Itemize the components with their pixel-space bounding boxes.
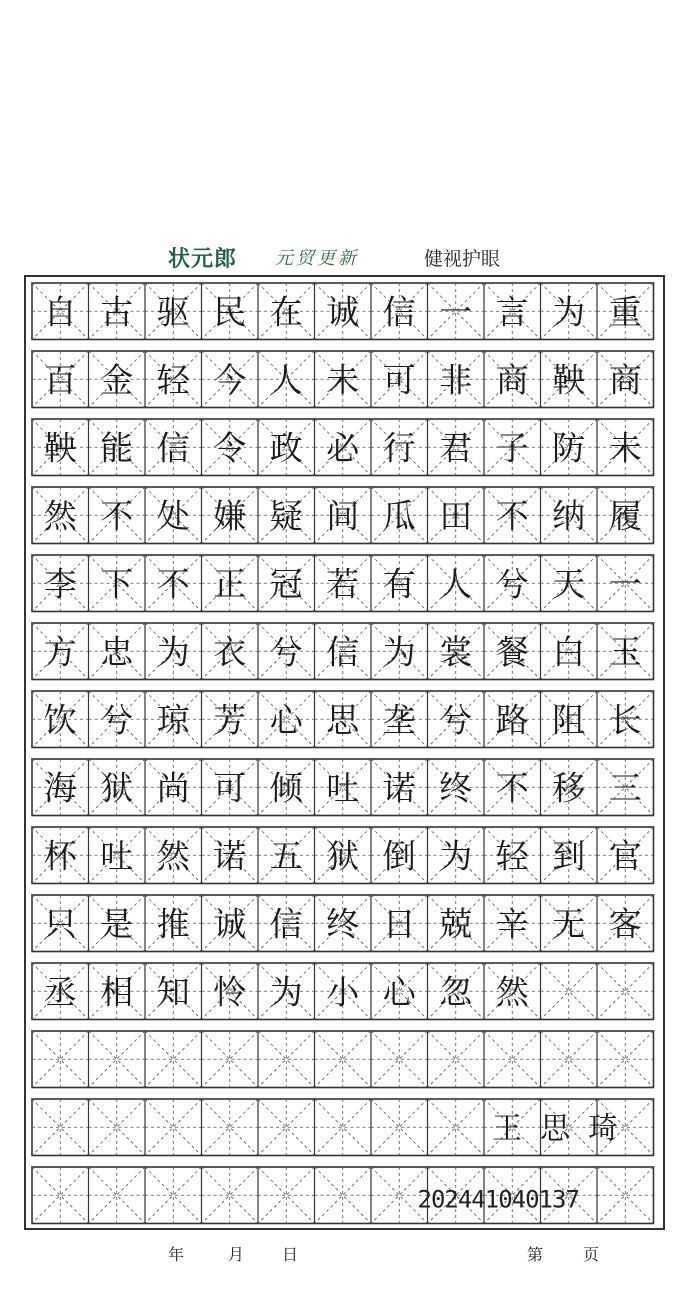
grid-cell bbox=[371, 283, 428, 340]
grid-cell bbox=[202, 1167, 259, 1224]
handwritten-character: 怜 bbox=[213, 972, 247, 1012]
handwritten-character: 衣 bbox=[213, 632, 247, 672]
handwritten-character: 人 bbox=[269, 360, 303, 400]
grid-cell bbox=[258, 759, 315, 816]
grid-cell bbox=[428, 351, 485, 408]
grid-cell bbox=[258, 283, 315, 340]
grid-cell bbox=[315, 759, 372, 816]
paper-header bbox=[0, 240, 699, 274]
handwritten-character: 人 bbox=[439, 564, 473, 604]
grid-row bbox=[32, 759, 654, 816]
handwritten-character: 嫌 bbox=[213, 496, 247, 536]
footer-page-prefix: 第 bbox=[527, 1245, 544, 1264]
grid-row bbox=[32, 555, 654, 612]
grid-cell bbox=[315, 827, 372, 884]
handwritten-character: 然 bbox=[156, 836, 190, 876]
handwritten-character: 言 bbox=[495, 292, 529, 332]
handwritten-character: 民 bbox=[213, 292, 247, 332]
grid-cell bbox=[202, 691, 259, 748]
handwritten-character: 商 bbox=[495, 360, 529, 400]
grid-cell bbox=[428, 1031, 485, 1088]
handwritten-character: 移 bbox=[552, 768, 586, 808]
grid-cell bbox=[541, 759, 598, 816]
handwritten-character: 纳 bbox=[552, 496, 586, 536]
grid-cell bbox=[258, 487, 315, 544]
brand-subtitle: 元贸更新 bbox=[275, 248, 359, 269]
handwritten-character: 芳 bbox=[213, 700, 247, 740]
footer-year: 年 bbox=[168, 1245, 185, 1264]
grid-cell bbox=[484, 419, 541, 476]
handwritten-character: 信 bbox=[269, 904, 303, 944]
handwritten-character: 诺 bbox=[213, 836, 247, 876]
grid-cell bbox=[597, 1167, 654, 1224]
grid-cell bbox=[315, 555, 372, 612]
handwritten-character: 一 bbox=[608, 564, 642, 604]
grid-cell bbox=[202, 759, 259, 816]
grid-cell bbox=[541, 419, 598, 476]
handwritten-character: 金 bbox=[100, 360, 134, 400]
handwritten-character: 轻 bbox=[495, 836, 529, 876]
handwritten-character: 商 bbox=[608, 360, 642, 400]
grid-cell bbox=[145, 827, 202, 884]
handwritten-character: 小 bbox=[326, 972, 360, 1012]
handwritten-character: 为 bbox=[439, 836, 473, 876]
grid-cell bbox=[315, 1031, 372, 1088]
grid-cell bbox=[32, 895, 89, 952]
handwritten-character: 信 bbox=[326, 632, 360, 672]
grid-cell bbox=[428, 283, 485, 340]
grid-cell bbox=[597, 963, 654, 1020]
handwritten-character: 若 bbox=[326, 564, 360, 604]
grid-cell bbox=[258, 555, 315, 612]
grid-cell bbox=[484, 555, 541, 612]
handwritten-character: 未 bbox=[326, 360, 360, 400]
grid-cell bbox=[541, 351, 598, 408]
handwritten-character: 轻 bbox=[156, 360, 190, 400]
grid-cell bbox=[597, 827, 654, 884]
handwritten-character: 到 bbox=[552, 836, 586, 876]
grid-cell bbox=[541, 623, 598, 680]
grid-cell bbox=[32, 963, 89, 1020]
handwritten-character: 狱 bbox=[100, 768, 134, 808]
grid-svg bbox=[26, 277, 663, 1228]
handwritten-character: 倒 bbox=[382, 836, 416, 876]
grid-cell bbox=[89, 963, 146, 1020]
date-stamp: 202441040137 bbox=[417, 1185, 579, 1214]
grid-cell bbox=[202, 895, 259, 952]
handwritten-character: 李 bbox=[43, 564, 77, 604]
handwritten-character: 然 bbox=[43, 496, 77, 536]
handwritten-character: 天 bbox=[552, 564, 586, 604]
brand-logo: 状元郎 bbox=[168, 246, 238, 272]
handwritten-character: 冠 bbox=[269, 564, 303, 604]
grid-cell bbox=[597, 351, 654, 408]
handwritten-character: 必 bbox=[326, 428, 360, 468]
handwritten-character: 路 bbox=[495, 700, 529, 740]
header-title: 健视护眼 bbox=[424, 248, 501, 270]
handwritten-character: 诚 bbox=[326, 292, 360, 332]
handwritten-character: 忽 bbox=[439, 972, 473, 1012]
grid-cell bbox=[202, 963, 259, 1020]
handwritten-character: 不 bbox=[156, 564, 190, 604]
grid-cell bbox=[428, 759, 485, 816]
grid-cell bbox=[32, 351, 89, 408]
grid-row bbox=[32, 419, 654, 476]
handwritten-character: 今 bbox=[213, 360, 247, 400]
grid-cell bbox=[315, 419, 372, 476]
grid-cell bbox=[202, 487, 259, 544]
grid-cell bbox=[541, 283, 598, 340]
grid-cell bbox=[202, 283, 259, 340]
grid-cell bbox=[258, 691, 315, 748]
grid-cell bbox=[371, 351, 428, 408]
handwritten-character: 君 bbox=[439, 428, 473, 468]
handwritten-character: 防 bbox=[552, 428, 586, 468]
grid-cell bbox=[202, 623, 259, 680]
grid-cell bbox=[371, 963, 428, 1020]
handwritten-character: 垄 bbox=[382, 700, 416, 740]
handwritten-character: 处 bbox=[156, 496, 190, 536]
handwritten-character: 倾 bbox=[269, 768, 303, 808]
handwritten-character: 杯 bbox=[43, 836, 77, 876]
grid-cell bbox=[32, 1099, 89, 1156]
grid-cell bbox=[541, 1031, 598, 1088]
grid-cell bbox=[89, 555, 146, 612]
grid-cell bbox=[428, 827, 485, 884]
grid-cell bbox=[145, 555, 202, 612]
grid-cell bbox=[597, 555, 654, 612]
handwritten-character: 丞 bbox=[43, 972, 77, 1012]
grid-cell bbox=[315, 487, 372, 544]
grid-cell bbox=[89, 1031, 146, 1088]
grid-cell bbox=[145, 283, 202, 340]
grid-row bbox=[32, 487, 654, 544]
grid-cell bbox=[315, 1167, 372, 1224]
handwritten-character: 不 bbox=[495, 496, 529, 536]
handwritten-character: 心 bbox=[382, 972, 416, 1012]
handwritten-character: 终 bbox=[326, 904, 360, 944]
grid-cell bbox=[32, 283, 89, 340]
handwritten-character: 玉 bbox=[608, 632, 642, 672]
handwritten-character: 百 bbox=[43, 360, 77, 400]
grid-cell bbox=[145, 963, 202, 1020]
grid-cell bbox=[258, 1099, 315, 1156]
grid-cell bbox=[484, 1031, 541, 1088]
grid-cell bbox=[597, 759, 654, 816]
grid-cell bbox=[541, 691, 598, 748]
grid-cell bbox=[145, 623, 202, 680]
handwritten-character: 行 bbox=[382, 428, 416, 468]
grid-cell bbox=[258, 351, 315, 408]
handwritten-character: 兮 bbox=[439, 700, 473, 740]
grid-cell bbox=[145, 1167, 202, 1224]
grid-row bbox=[32, 827, 654, 884]
grid-cell bbox=[32, 487, 89, 544]
handwritten-character: 客 bbox=[608, 904, 642, 944]
grid-cell bbox=[89, 623, 146, 680]
grid-cell bbox=[484, 827, 541, 884]
grid-cell bbox=[202, 351, 259, 408]
grid-cell bbox=[371, 555, 428, 612]
footer-month: 月 bbox=[228, 1245, 245, 1264]
grid-cell bbox=[315, 351, 372, 408]
grid-cell bbox=[32, 691, 89, 748]
grid-cell bbox=[89, 895, 146, 952]
grid-cell bbox=[371, 623, 428, 680]
grid-cell bbox=[315, 623, 372, 680]
handwritten-character: 为 bbox=[269, 972, 303, 1012]
grid-row bbox=[32, 351, 654, 408]
grid-cell bbox=[371, 419, 428, 476]
grid-cell bbox=[32, 623, 89, 680]
handwritten-character: 餐 bbox=[495, 632, 529, 672]
handwritten-character: 为 bbox=[552, 292, 586, 332]
grid-cell bbox=[371, 1099, 428, 1156]
handwritten-character: 吐 bbox=[326, 768, 360, 808]
grid-cell bbox=[371, 759, 428, 816]
handwritten-character: 古 bbox=[100, 292, 134, 332]
handwritten-character: 方 bbox=[43, 632, 77, 672]
grid-cell bbox=[428, 1099, 485, 1156]
grid-cell bbox=[428, 895, 485, 952]
handwritten-character: 鞅 bbox=[552, 360, 586, 400]
grid-cell bbox=[258, 419, 315, 476]
grid-cell bbox=[32, 555, 89, 612]
grid-cell bbox=[145, 895, 202, 952]
handwritten-character: 五 bbox=[269, 836, 303, 876]
grid-cell bbox=[597, 895, 654, 952]
grid-cell bbox=[371, 691, 428, 748]
handwritten-character: 狱 bbox=[326, 836, 360, 876]
grid-cell bbox=[597, 487, 654, 544]
grid-cell bbox=[32, 419, 89, 476]
grid-cell bbox=[484, 895, 541, 952]
grid-row bbox=[32, 895, 654, 952]
handwritten-character: 可 bbox=[382, 360, 416, 400]
grid-cell bbox=[428, 419, 485, 476]
grid-cell bbox=[428, 487, 485, 544]
grid-row bbox=[32, 283, 654, 340]
grid-cell bbox=[145, 1099, 202, 1156]
handwritten-character: 阻 bbox=[552, 700, 586, 740]
grid-cell bbox=[371, 1031, 428, 1088]
handwritten-character: 心 bbox=[269, 700, 303, 740]
grid-cell bbox=[145, 1031, 202, 1088]
grid-cell bbox=[32, 827, 89, 884]
handwritten-character: 无 bbox=[552, 904, 586, 944]
handwritten-character: 田 bbox=[439, 496, 473, 536]
handwritten-character: 鞅 bbox=[43, 428, 77, 468]
grid-cell bbox=[89, 487, 146, 544]
grid-row bbox=[32, 691, 654, 748]
grid-cell bbox=[89, 1167, 146, 1224]
handwritten-character: 思 bbox=[326, 700, 360, 740]
handwritten-character: 诺 bbox=[382, 768, 416, 808]
grid-cell bbox=[428, 623, 485, 680]
grid-cell bbox=[315, 895, 372, 952]
handwritten-character: 尚 bbox=[156, 768, 190, 808]
handwritten-character: 不 bbox=[100, 496, 134, 536]
handwritten-character: 白 bbox=[552, 632, 586, 672]
grid-cell bbox=[315, 691, 372, 748]
handwritten-character: 裳 bbox=[439, 632, 473, 672]
grid-cell bbox=[315, 283, 372, 340]
handwritten-character: 三 bbox=[608, 768, 642, 808]
handwritten-character: 相 bbox=[100, 972, 134, 1012]
handwritten-character: 为 bbox=[382, 632, 416, 672]
grid-cell bbox=[597, 419, 654, 476]
grid-cell bbox=[145, 487, 202, 544]
grid-cell bbox=[258, 827, 315, 884]
handwritten-character: 为 bbox=[156, 632, 190, 672]
handwritten-character: 能 bbox=[100, 428, 134, 468]
grid-cell bbox=[89, 827, 146, 884]
grid-cell bbox=[484, 759, 541, 816]
grid-cell bbox=[258, 963, 315, 1020]
handwritten-character: 官 bbox=[608, 836, 642, 876]
grid-cell bbox=[597, 623, 654, 680]
grid-cell bbox=[89, 351, 146, 408]
grid-cell bbox=[145, 419, 202, 476]
grid-cell bbox=[258, 895, 315, 952]
handwritten-character: 有 bbox=[382, 564, 416, 604]
grid-cell bbox=[597, 283, 654, 340]
handwritten-character: 未 bbox=[608, 428, 642, 468]
writing-sheet bbox=[24, 275, 665, 1230]
handwritten-character: 然 bbox=[495, 972, 529, 1012]
handwritten-character: 琼 bbox=[156, 700, 190, 740]
handwritten-character: 饮 bbox=[43, 700, 77, 740]
footer-page-suffix: 页 bbox=[583, 1245, 600, 1264]
grid-cell bbox=[371, 895, 428, 952]
grid-cell bbox=[484, 963, 541, 1020]
grid-cell bbox=[258, 1031, 315, 1088]
handwritten-character: 终 bbox=[439, 768, 473, 808]
handwritten-character: 瓜 bbox=[382, 496, 416, 536]
grid-cell bbox=[258, 1167, 315, 1224]
handwritten-character: 驱 bbox=[156, 292, 190, 332]
handwritten-character: 自 bbox=[43, 292, 77, 332]
grid-cell bbox=[541, 963, 598, 1020]
grid-cell bbox=[89, 1099, 146, 1156]
handwritten-character: 信 bbox=[156, 428, 190, 468]
grid-cell bbox=[89, 419, 146, 476]
grid-cell bbox=[428, 963, 485, 1020]
grid-cell bbox=[541, 827, 598, 884]
grid-cell bbox=[541, 555, 598, 612]
handwritten-character: 兮 bbox=[495, 564, 529, 604]
handwritten-character: 政 bbox=[269, 428, 303, 468]
handwritten-character: 子 bbox=[495, 428, 529, 468]
grid-cell bbox=[484, 283, 541, 340]
footer-day: 日 bbox=[282, 1245, 299, 1264]
grid-cell bbox=[32, 759, 89, 816]
grid-cell bbox=[202, 827, 259, 884]
grid-cell bbox=[89, 283, 146, 340]
handwritten-character: 正 bbox=[213, 564, 247, 604]
grid-cell bbox=[428, 555, 485, 612]
grid-cell bbox=[484, 351, 541, 408]
handwritten-character: 不 bbox=[495, 768, 529, 808]
grid-cell bbox=[597, 691, 654, 748]
handwritten-character: 推 bbox=[156, 904, 190, 944]
grid-cell bbox=[145, 691, 202, 748]
signature: 王思琦 bbox=[492, 1111, 636, 1147]
handwritten-character: 诚 bbox=[213, 904, 247, 944]
handwritten-character: 辛 bbox=[495, 904, 529, 944]
grid-cell bbox=[202, 555, 259, 612]
grid-cell bbox=[315, 963, 372, 1020]
handwritten-character: 兮 bbox=[269, 632, 303, 672]
grid-cell bbox=[484, 691, 541, 748]
grid-cell bbox=[371, 487, 428, 544]
handwritten-character: 是 bbox=[100, 904, 134, 944]
grid-cell bbox=[258, 623, 315, 680]
handwritten-character: 非 bbox=[439, 360, 473, 400]
handwritten-character: 可 bbox=[213, 768, 247, 808]
handwritten-character: 下 bbox=[100, 564, 134, 604]
grid-cell bbox=[541, 487, 598, 544]
grid-cell bbox=[541, 895, 598, 952]
handwritten-character: 忠 bbox=[100, 632, 134, 672]
grid-cell bbox=[202, 1099, 259, 1156]
grid-cell bbox=[32, 1031, 89, 1088]
grid-cell bbox=[89, 691, 146, 748]
handwritten-character: 长 bbox=[608, 700, 642, 740]
handwritten-character: 疑 bbox=[269, 496, 303, 536]
grid-cell bbox=[145, 759, 202, 816]
grid-cell bbox=[428, 691, 485, 748]
handwritten-character: 日 bbox=[382, 904, 416, 944]
grid-cell bbox=[484, 487, 541, 544]
handwritten-character: 一 bbox=[439, 292, 473, 332]
handwritten-character: 知 bbox=[156, 972, 190, 1012]
handwritten-character: 间 bbox=[326, 496, 360, 536]
handwritten-character: 吐 bbox=[100, 836, 134, 876]
grid-row bbox=[32, 963, 654, 1020]
grid-cell bbox=[202, 419, 259, 476]
grid-cell bbox=[484, 623, 541, 680]
grid-cell bbox=[32, 1167, 89, 1224]
grid-cell bbox=[145, 351, 202, 408]
paper-footer bbox=[0, 1238, 699, 1268]
handwritten-character: 履 bbox=[608, 496, 642, 536]
handwritten-character: 海 bbox=[43, 768, 77, 808]
grid-cell bbox=[89, 759, 146, 816]
handwritten-character: 信 bbox=[382, 292, 416, 332]
grid-cell bbox=[371, 827, 428, 884]
grid-cell bbox=[202, 1031, 259, 1088]
handwritten-character: 只 bbox=[43, 904, 77, 944]
handwritten-character: 令 bbox=[213, 428, 247, 468]
handwritten-character: 重 bbox=[608, 292, 642, 332]
grid-cell bbox=[597, 1031, 654, 1088]
grid-row bbox=[32, 1031, 654, 1088]
handwritten-character: 兢 bbox=[439, 904, 473, 944]
grid-row bbox=[32, 623, 654, 680]
handwritten-character: 兮 bbox=[100, 700, 134, 740]
grid-cell bbox=[315, 1099, 372, 1156]
handwritten-character: 在 bbox=[269, 292, 303, 332]
